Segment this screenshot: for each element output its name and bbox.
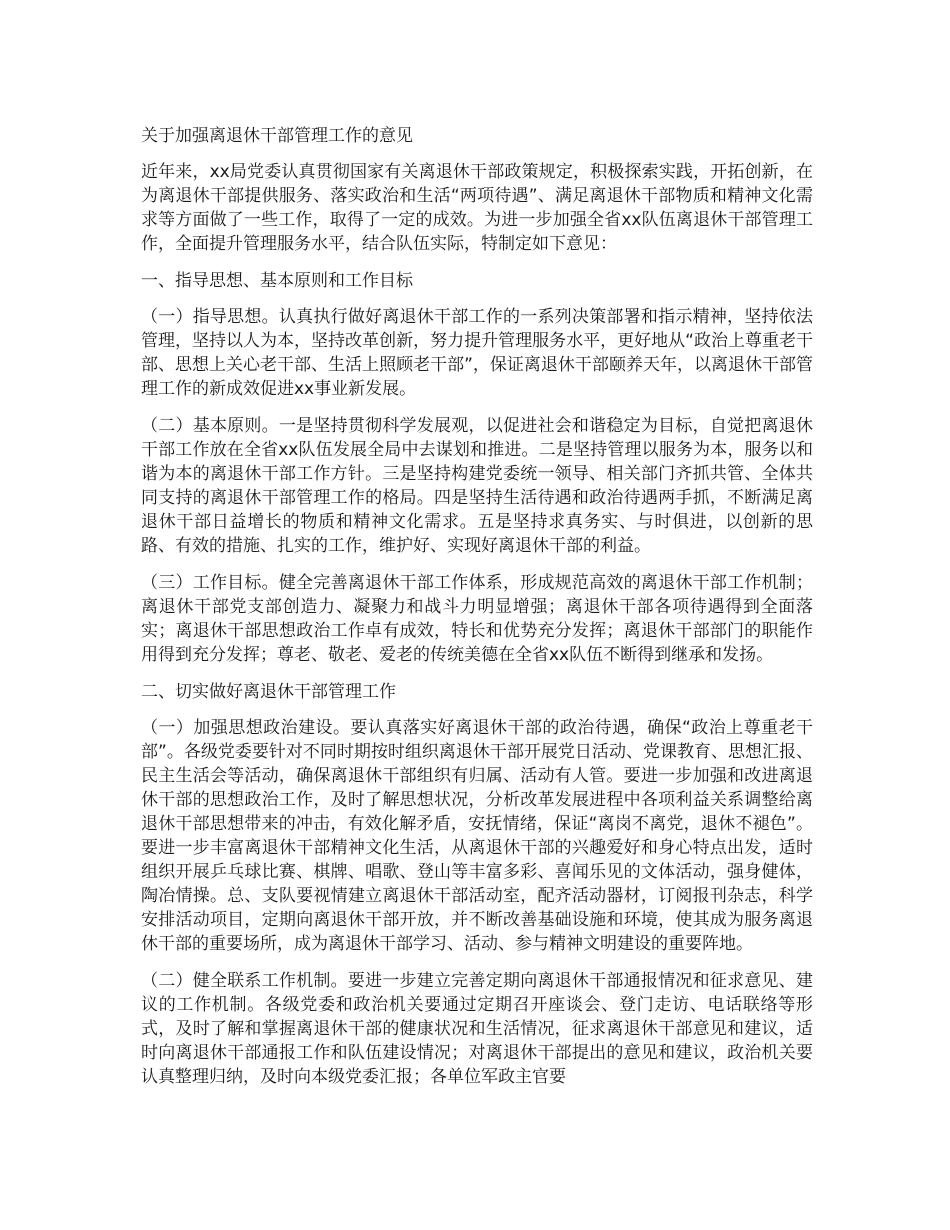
section-heading-2: 二、切实做好离退休干部管理工作 bbox=[141, 682, 396, 702]
paragraph-guiding-thought: （一）指导思想。认真执行做好离退休干部工作的一系列决策部署和指示精神，坚持依法管理，坚持以人为本，坚持改革创新，努力提升管理服务水平，更好地从“政治上尊重老干部、思想上关心老干部、生活上照顾老干部”，保证离退休干部颐养天年，以离退休干部管理工作的新成效促进xx事业新发展。 bbox=[141, 307, 813, 399]
section-heading-1: 一、指导思想、基本原则和工作目标 bbox=[141, 271, 413, 291]
intro-paragraph: 近年来，xx局党委认真贯彻国家有关离退休干部政策规定，积极探索实践，开拓创新，在为离退休干部提供服务、落实政治和生活“两项待遇”、满足离退休干部物质和精神文化需求等方面做了一些工作，取得了一定的成效。为进一步加强全省xx队伍离退休干部管理工作，全面提升管理服务水平，结合队伍实际，特制定如下意见： bbox=[141, 162, 813, 254]
paragraph-basic-principles: （二）基本原则。一是坚持贯彻科学发展观，以促进社会和谐稳定为目标，自觉把离退休干部工作放在全省xx队伍发展全局中去谋划和推进。二是坚持管理以服务为本，服务以和谐为本的离退休干部工作方针。三是坚持构建党委统一领导、相关部门齐抓共管、全体共同支持的离退休干部管理工作的格局。四是坚持生活待遇和政治待遇两手抓，不断满足离退休干部日益增长的物质和精神文化需求。五是坚持求真务实、与时俱进，以创新的思路、有效的措施、扎实的工作，维护好、实现好离退休干部的利益。 bbox=[141, 416, 813, 556]
paragraph-liaison-mechanism: （二）健全联系工作机制。要进一步建立完善定期向离退休干部通报情况和征求意见、建议的工作机制。各级党委和政治机关要通过定期召开座谈会、登门走访、电话联络等形式，及时了解和掌握离退休干部的健康状况和生活情况，征求离退休干部意见和建议，适时向离退休干部通报工作和队伍建设情况；对离退休干部提出的意见和建议，政治机关要认真整理归纳，及时向本级党委汇报；各单位军政主官要 bbox=[141, 971, 813, 1087]
paragraph-work-goals: （三）工作目标。健全完善离退休干部工作体系，形成规范高效的离退休干部工作机制；离退休干部党支部创造力、凝聚力和战斗力明显增强；离退休干部各项待遇得到全面落实；离退休干部思想政治工作卓有成效，特长和优势充分发挥；离退休干部部门的职能作用得到充分发挥；尊老、敬老、爱老的传统美德在全省xx队伍不断得到继承和发扬。 bbox=[141, 573, 813, 665]
document-body bbox=[141, 124, 813, 1102]
document-title: 关于加强离退休干部管理工作的意见 bbox=[141, 126, 413, 146]
paragraph-political-construction: （一）加强思想政治建设。要认真落实好离退休干部的政治待遇，确保“政治上尊重老干部”。各级党委要针对不同时期按时组织离退休干部开展党日活动、党课教育、思想汇报、民主生活会等活动，确保离退休干部组织有归属、活动有人管。要进一步加强和改进离退休干部的思想政治工作，及时了解思想状况，分析改革发展进程中各项利益关系调整给离退休干部思想带来的冲击，有效化解矛盾，安抚情绪，保证“离岗不离党，退休不褪色”。要进一步丰富离退休干部精神文化生活，从离退休干部的兴趣爱好和身心特点出发，适时组织开展乒乓球比赛、棋牌、唱歌、登山等丰富多彩、喜闻乐见的文体活动，强身健体，陶冶情操。总、支队要视情建立离退休干部活动室，配齐活动器材，订阅报刊杂志，科学安排活动项目，定期向离退休干部开放，并不断改善基础设施和环境，使其成为服务离退休干部的重要场所，成为离退休干部学习、活动、参与精神文明建设的重要阵地。 bbox=[141, 718, 813, 954]
